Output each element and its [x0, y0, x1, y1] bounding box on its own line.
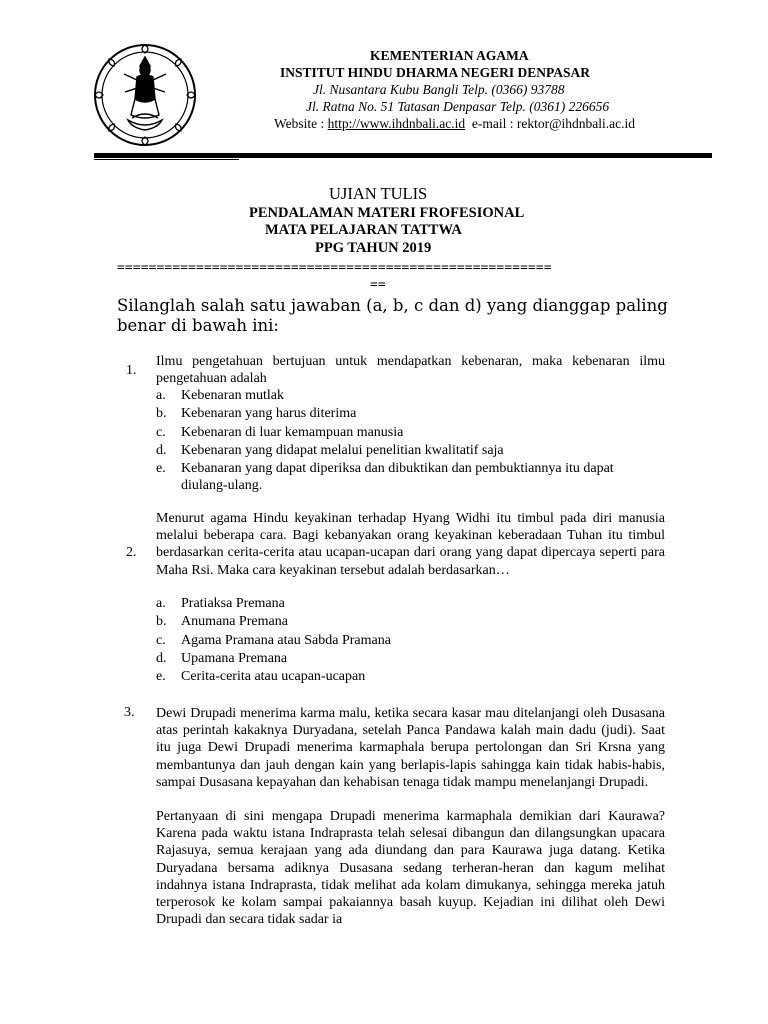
question-3-text-continued: Pertanyaan di sini mengapa Drupadi menerima karmaphala demikian dari Kaurawa? Karena pada waktu istana Indraprasta telah selesai dibangun dan dilangsungkan upacara Rajasuya, semua kerajaan yang ada diundang dan para Kaurawa juga datang. Ketika Duryadana bersama adiknya Dusasana sedang terheran-heran dan kagum melihat indahnya istana Indraprasta, tidak melihat ada kolam dimukanya, sehingga mereka jatuh terperosok ke kolam sampai pakaiannya basah kuyup. Kejadian ini dilihat oleh Dewi Drupadi dan secara tidak sadar ia [156, 809, 665, 928]
question-1-option-e[interactable]: e. Kebanaran yang dapat diperiksa dan dibuktikan dan pembuktiannya itu dapat diulang-ulang. [156, 461, 614, 494]
email-text: e-mail : rektor@ihdnbali.ac.id [465, 116, 636, 131]
question-2-number: 2. [126, 545, 137, 560]
ministry-name: KEMENTERIAN AGAMA [370, 48, 529, 63]
question-1-text: Ilmu pengetahuan bertujuan untuk mendapatkan kebenaran, maka kebenaran ilmu pengetahuan adalah [156, 354, 665, 387]
address-line-1: Jl. Nusantara Kubu Bangli Telp. (0366) 93788 [313, 82, 565, 97]
institute-name: INSTITUT HINDU DHARMA NEGERI DENPASAR [280, 65, 591, 80]
instruction-text: Silanglah salah satu jawaban (a, b, c dan d) yang dianggap paling benar di bawah ini: [117, 296, 668, 335]
question-2-options [156, 595, 665, 686]
exam-subtitle-1: PENDALAMAN MATERI FROFESIONAL [249, 205, 525, 221]
address-line-2: Jl. Ratna No. 51 Tatasan Denpasar Telp. (0361) 226656 [306, 99, 610, 114]
question-2-option-e[interactable]: e. Cerita-cerita atau ucapan-ucapan [156, 669, 366, 685]
exam-title: UJIAN TULIS [329, 184, 428, 203]
question-3-number: 3. [124, 705, 135, 720]
exam-subtitle-2: MATA PELAJARAN TATTWA [265, 222, 462, 238]
website-label: Website : [274, 116, 328, 131]
letterhead-divider-thin [94, 159, 239, 160]
exam-subtitle-3: PPG TAHUN 2019 [315, 240, 432, 256]
question-2-option-d[interactable]: d. Upamana Premana [156, 650, 288, 666]
separator-line-wrap: == [370, 277, 386, 292]
question-1-options [156, 387, 665, 494]
institute-seal-icon [90, 40, 200, 150]
letterhead-divider [94, 153, 712, 158]
separator-line: ======================================================= [117, 260, 552, 275]
question-2-option-a[interactable]: a. Pratiaksa Premana [156, 596, 285, 611]
website-link[interactable]: http://www.ihdnbali.ac.id [327, 116, 466, 131]
question-3-text: Dewi Drupadi menerima karma malu, ketika secara kasar mau ditelanjangi oleh Dusasana atas perintah kakaknya Duryadana, setelah Panca Pandawa kalah main dadu (judi). Saat itu juga Dewi Drupadi menerima karmaphala berupa pertolongan dan Sri Krsna yang membantunya dan jauh dengan kain yang berlapis-lapis sahingga kain tidak habis-habis, sampai Dusasana kepayahan dan kehabisan tenaga tidak mampu menelanjangi Drupadi. [156, 706, 665, 790]
question-1-option-a[interactable]: a. Kebenaran mutlak [156, 388, 285, 403]
question-1-option-d[interactable]: d. Kebenaran yang didapat melalui penelitian kwalitatif saja [156, 442, 504, 458]
question-2-option-c[interactable]: c. Agama Pramana atau Sabda Pramana [156, 632, 391, 648]
contact-line [274, 116, 635, 132]
question-2-option-b[interactable]: b. Anumana Premana [156, 614, 288, 630]
question-1-option-c[interactable]: c. Kebenaran di luar kemampuan manusia [156, 424, 404, 440]
question-2-text: Menurut agama Hindu keyakinan terhadap Hyang Widhi itu timbul pada diri manusia melalui beberapa cara. Bagi kebanyakan orang keyakinan keberadaan Tuhan itu timbul berdasarkan cerita-cerita atau ucapan-ucapan dari orang yang dapat dipercaya seperti para Maha Rsi. Maka cara keyakinan tersebut adalah berdasarkan… [156, 511, 665, 578]
question-1-number: 1. [126, 363, 137, 378]
question-1-option-b[interactable]: b. Kebenaran yang harus diterima [156, 406, 357, 422]
